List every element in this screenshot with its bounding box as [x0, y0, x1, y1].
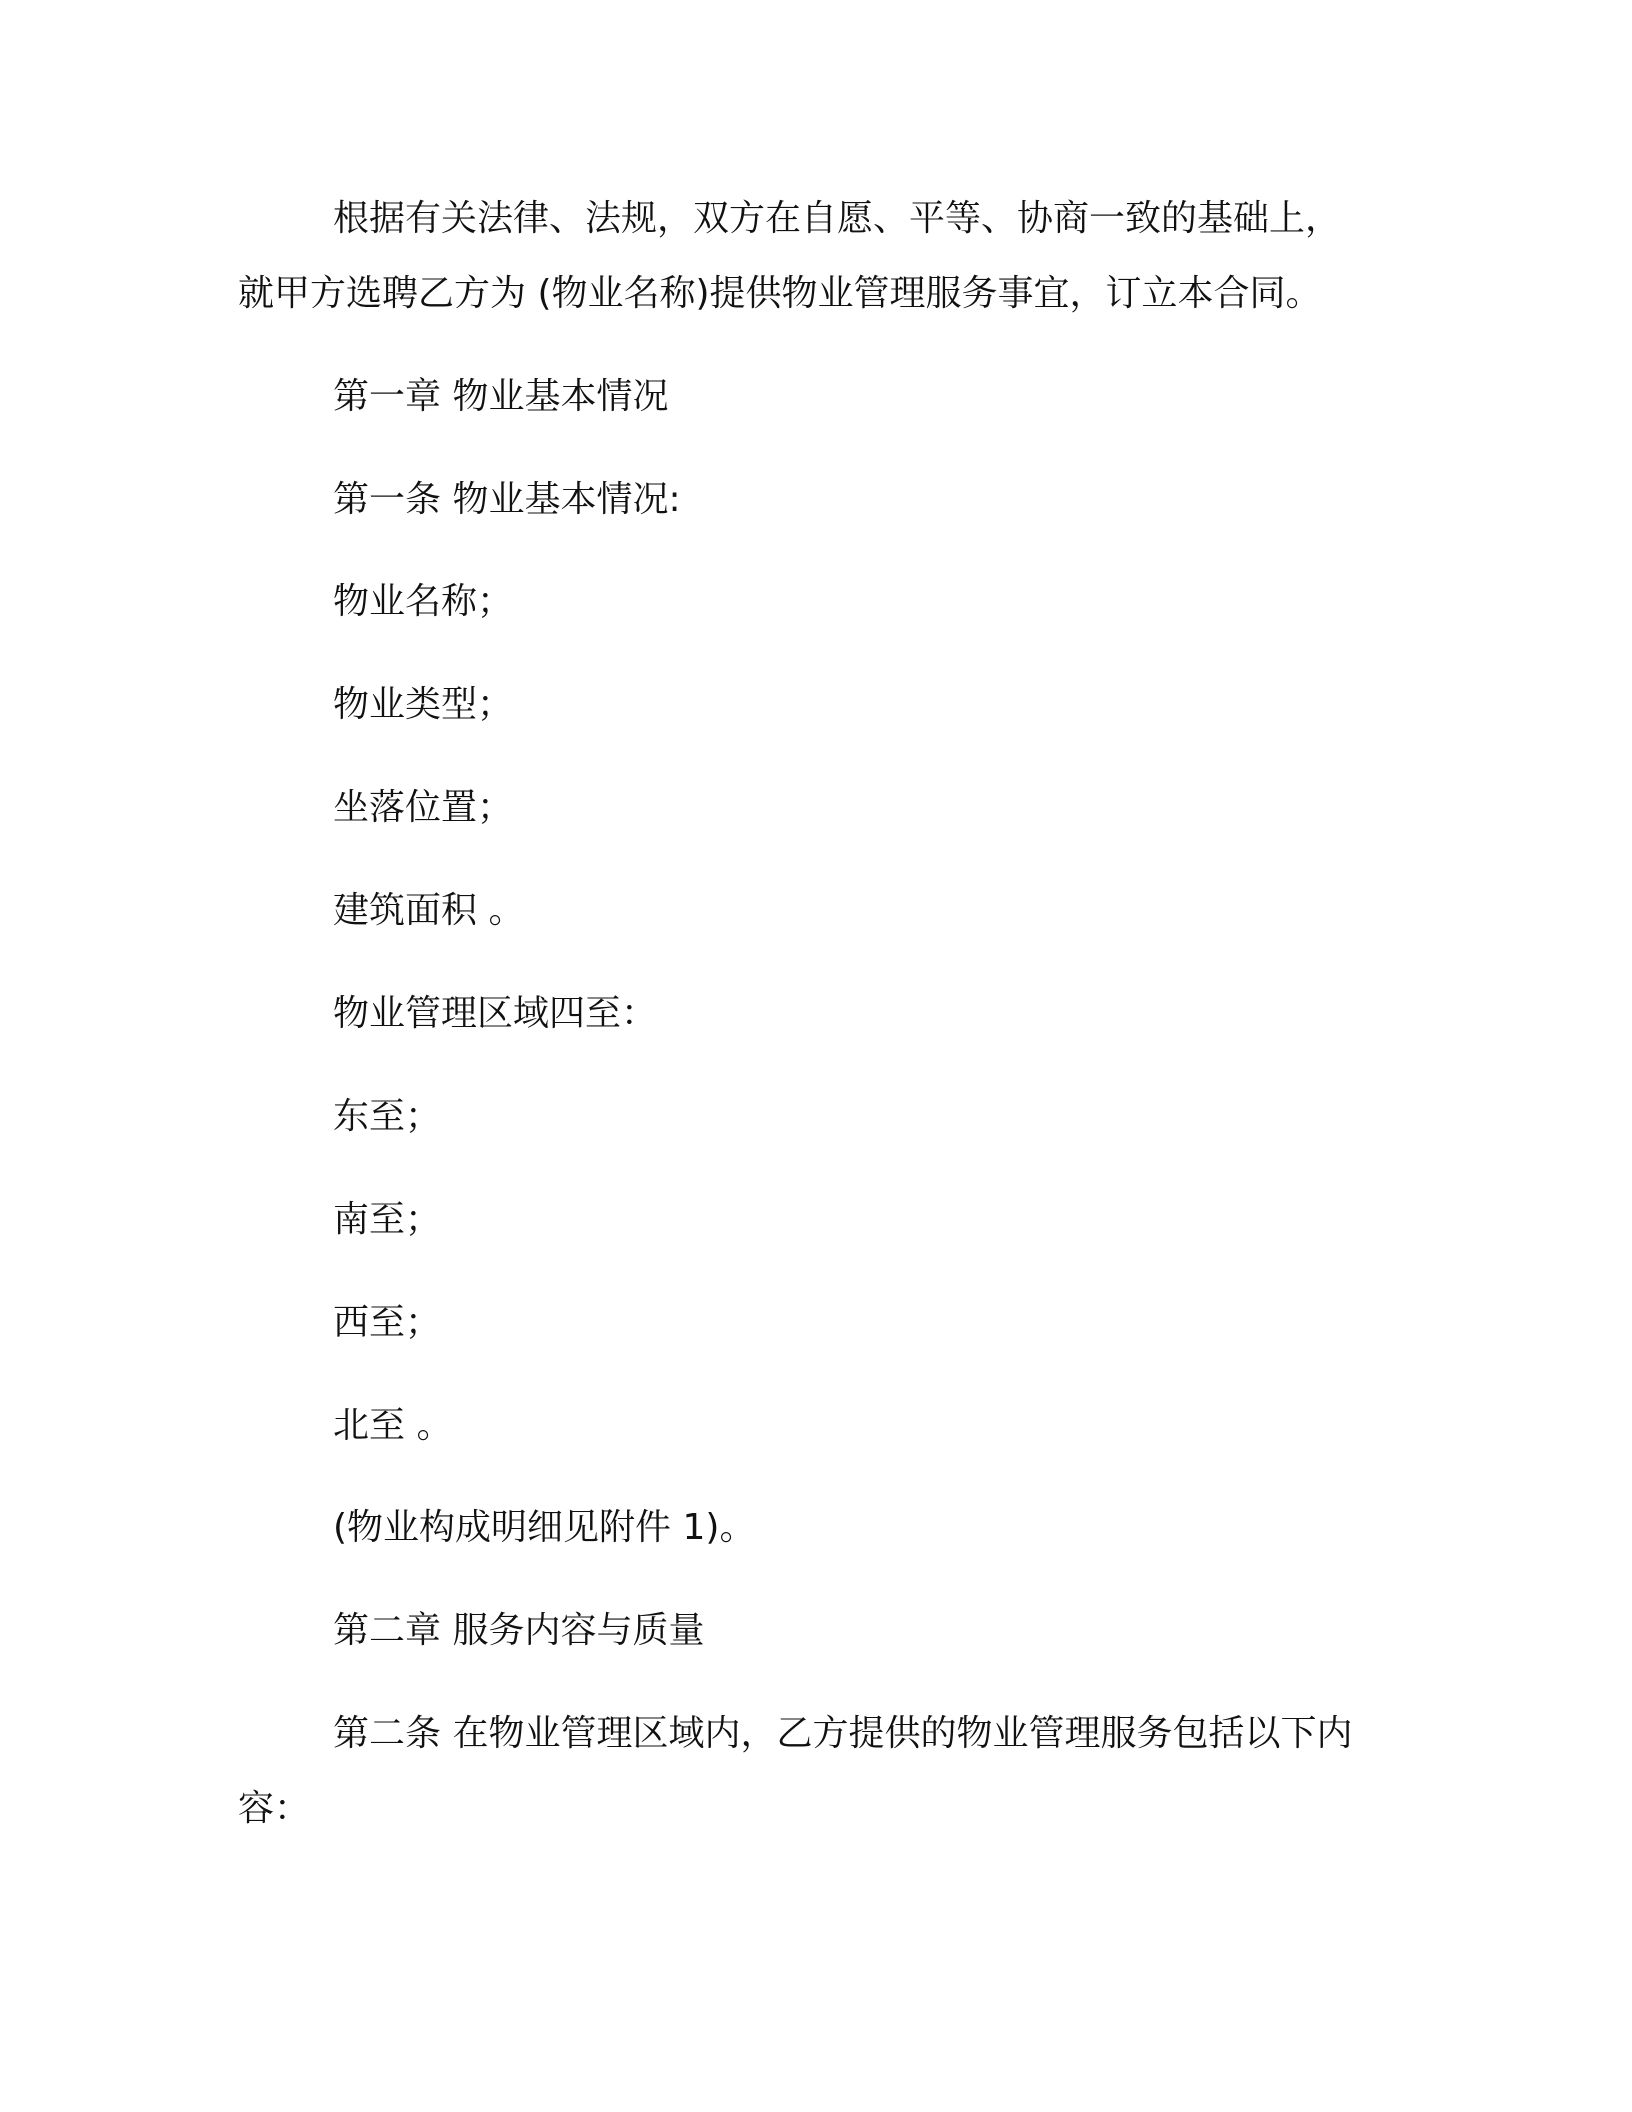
east-boundary-field: 东至；	[333, 1096, 442, 1137]
location-field: 坐落位置；	[333, 787, 514, 828]
building-area-field: 建筑面积 。	[333, 890, 525, 931]
intro-paragraph-line-1: 根据有关法律、法规，双方在自愿、平等、协商一致的基础上，	[333, 198, 1342, 239]
property-name-field: 物业名称；	[333, 581, 514, 622]
article-2-line-1: 第二条 在物业管理区域内，乙方提供的物业管理服务包括以下内	[333, 1713, 1353, 1754]
intro-paragraph-line-2: 就甲方选聘乙方为 (物业名称)提供物业管理服务事宜，订立本合同。	[238, 273, 1322, 314]
chapter-1-heading: 第一章 物业基本情况	[333, 376, 669, 417]
south-boundary-field: 南至；	[333, 1199, 442, 1240]
north-boundary-field: 北至 。	[333, 1405, 453, 1446]
chapter-2-heading: 第二章 服务内容与质量	[333, 1610, 705, 1651]
property-type-field: 物业类型；	[333, 684, 514, 725]
appendix-note: (物业构成明细见附件 1)。	[333, 1507, 756, 1548]
boundaries-heading: 物业管理区域四至：	[333, 993, 658, 1034]
article-1-heading: 第一条 物业基本情况:	[333, 479, 681, 520]
article-2-line-2: 容：	[238, 1788, 311, 1829]
west-boundary-field: 西至；	[333, 1302, 442, 1343]
